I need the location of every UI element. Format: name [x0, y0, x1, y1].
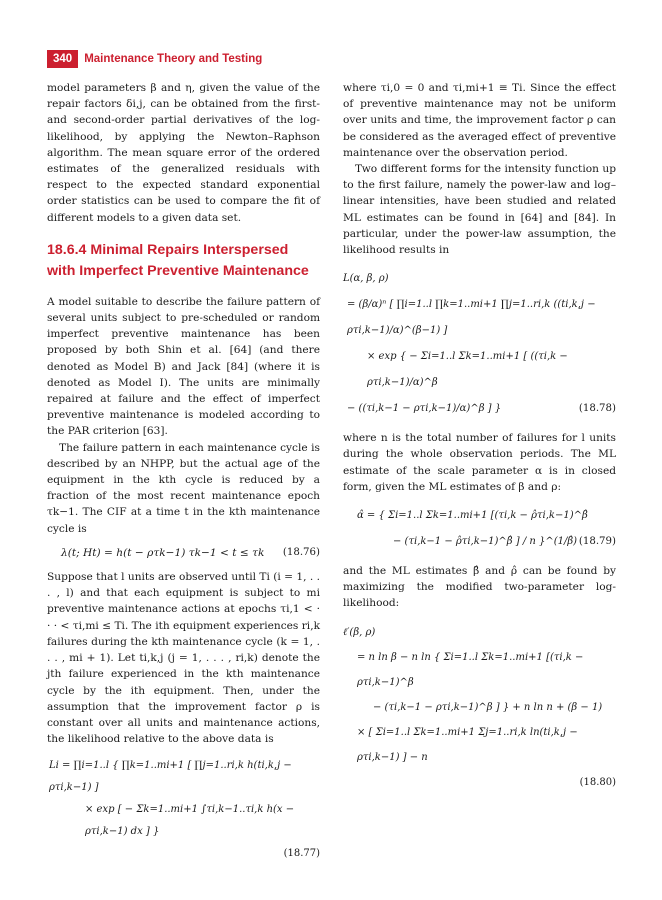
equation-18-77 [47, 755, 320, 865]
equation-text: ℓ′(β, ρ) [343, 626, 376, 638]
equation-text: α̂ = { Σi=1..l Σk=1..mi+1 [(τi,k − ρ̂τi,k−1)^β̂ [357, 510, 588, 522]
equation-text: L(α, β, ρ) [343, 273, 389, 285]
equation-number: (18.80) [579, 776, 616, 788]
section-heading [47, 240, 320, 282]
equation-text: λ(t; Ht) = h(t − ρτk−1) τk−1 < t ≤ τk [61, 546, 265, 559]
equation-18-76 [47, 545, 320, 561]
equation-text: × [ Σi=1..l Σk=1..mi+1 Σj=1..ri,k ln(ti,k,j − ρτi,k−1) ] − n [357, 726, 578, 763]
equation-text: Li = ∏i=1..l { ∏k=1..mi+1 [ ∏j=1..ri,k h(ti,k,j − ρτi,k−1) ] [49, 760, 292, 794]
equation-number: (18.79) [578, 536, 616, 548]
paragraph: Suppose that l units are observed until Ti (i = 1, . . . , l) and that each equipment is subject to mi preventive maintenance actions at epochs τi,1 < · · · < τi,mi ≤ Ti. The ith equipment experiences ri,k failures during the kth maintenance cycle (k = 1, . . . , mi + 1). Let ti,k,j (j = 1, . . . , ri,k) denote the jth failure experienced in the kth maintenance cycle by the ith equipment. Then, under the assumption that the improvement factor ρ is constant over all units and maintenance actions, the likelihood relative to the above data is [47, 571, 320, 746]
paragraph: Two different forms for the intensity function up to the first failure, namely the power-law and log–linear intensities, have been studied and related ML estimates can be found in [64] and [84]. In particular, under the power-law assumption, the likelihood results in [343, 163, 616, 257]
right-column [343, 80, 616, 795]
paragraph: The failure pattern in each maintenance cycle is described by an NHPP, but the actual age of the equipment in the kth cycle is reduced by a fraction of the most recent maintenance epoch τk−1. The CIF at a time t in the kth maintenance cycle is [47, 441, 320, 535]
left-column [47, 80, 320, 865]
equation-18-79 [343, 503, 616, 555]
section-heading-line: 18.6.4 Minimal Repairs Interspersed [47, 241, 289, 258]
equation-text: − (τi,k−1 − ρτi,k−1)^β ] } + n ln n + (β − 1) [373, 701, 603, 713]
running-title: Maintenance Theory and Testing [84, 53, 263, 65]
equation-text: = n ln β − n ln { Σi=1..l Σk=1..mi+1 [(τi,k − ρτi,k−1)^β [357, 651, 584, 688]
page-number: 340 [47, 50, 78, 68]
equation-text: = (β/α)ⁿ [ ∏i=1..l ∏k=1..mi+1 ∏j=1..ri,k ((ti,k,j − ρτi,k−1)/α)^(β−1) ] [347, 299, 596, 337]
section-heading-line: with Imperfect Preventive Maintenance [47, 262, 309, 279]
paragraph: A model suitable to describe the failure pattern of several units subject to pre-scheduled or random imperfect preventive maintenance has been proposed by both Shin et al. [64] (and there denoted as Model B) and Jack [84] (where it is denoted as Model I). The units are minimally repaired at failure and the effect of imperfect preventive maintenance is modeled according to the PAR criterion [63]. [47, 295, 320, 438]
page-header [47, 50, 262, 68]
equation-number: (18.78) [578, 403, 616, 415]
equation-number: (18.76) [282, 546, 320, 558]
paragraph: and the ML estimates β̂ and ρ̂ can be found by maximizing the modified two-parameter log-likelihood: [343, 565, 616, 610]
equation-number: (18.77) [283, 848, 320, 860]
equation-text: − ((τi,k−1 − ρτi,k−1)/α)^β ] } [347, 403, 502, 415]
equation-text: − (τi,k−1 − ρ̂τi,k−1)^β̂ ] / n }^(1/β̂) [393, 536, 578, 548]
equation-18-80 [343, 620, 616, 795]
paragraph: model parameters β and η, given the value of the repair factors δi,j, can be obtained from the first- and second-order partial derivatives of the log-likelihood, by applying the Newton–Raphson algorithm. The mean square error of the ordered estimates of the generalized residuals with respect to the expected standard exponential order statistics can be used to compare the fit of different models to a given data set. [47, 82, 320, 224]
equation-18-78 [343, 266, 616, 422]
paragraph: where n is the total number of failures for l units during the whole observation periods. The ML estimate of the scale parameter α is in closed form, given the ML estimates of β and ρ: [343, 432, 616, 493]
equation-text: × exp { − Σi=1..l Σk=1..mi+1 [ ((τi,k − ρτi,k−1)/α)^β [367, 351, 568, 389]
equation-text: × exp [ − Σk=1..mi+1 ∫τi,k−1..τi,k h(x − ρτi,k−1) dx ] } [85, 804, 295, 838]
paragraph: where τi,0 = 0 and τi,mi+1 ≡ Ti. Since the effect of preventive maintenance may not be uniform over units and time, the improvement factor ρ can be considered as the averaged effect of preventive maintenance over the observation period. [343, 82, 616, 159]
